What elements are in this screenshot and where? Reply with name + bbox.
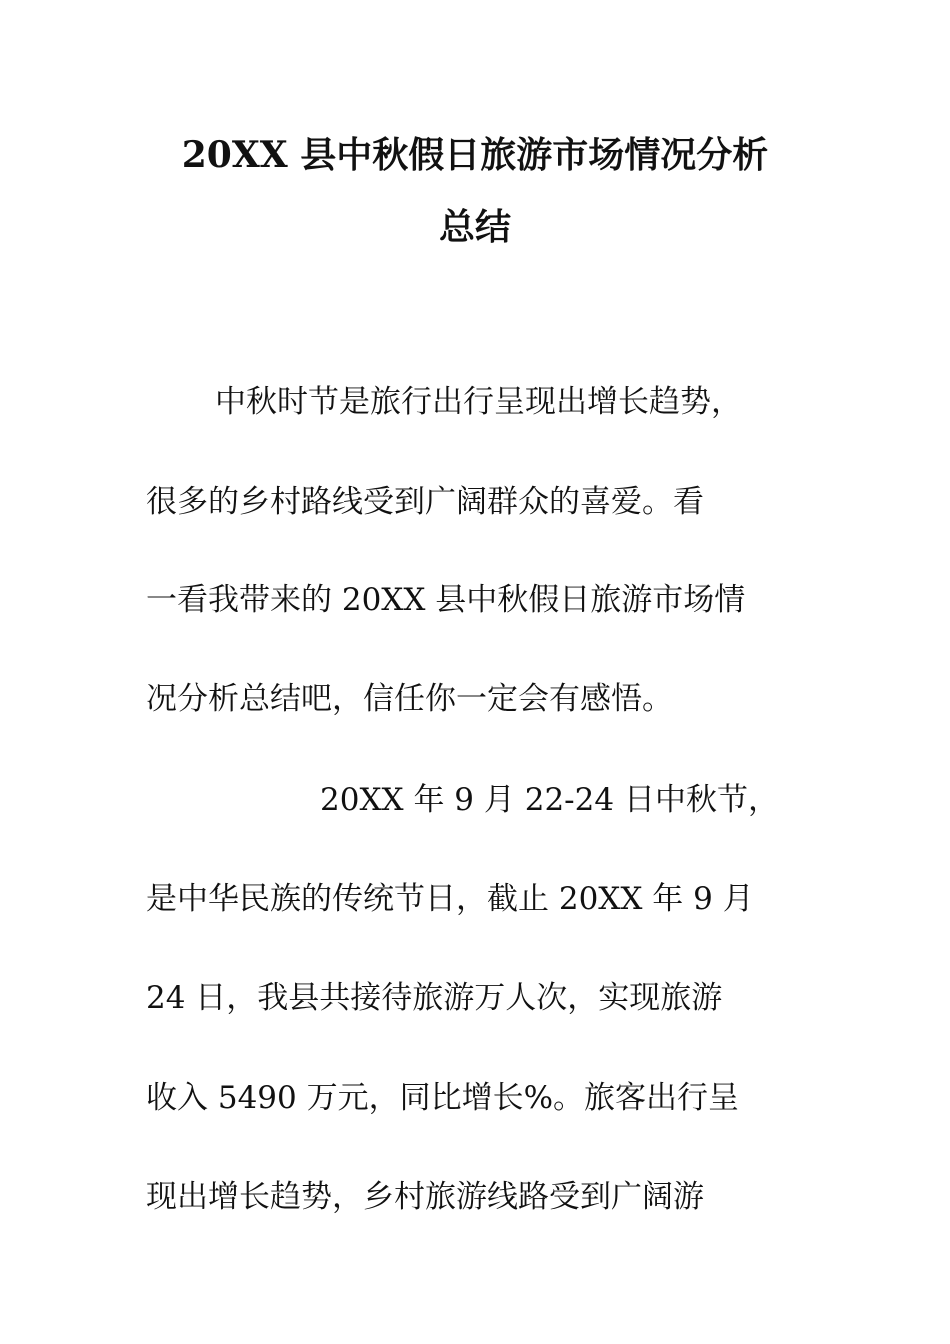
paragraph-line-5: 20XX 年 9 月 22-24 日中秋节， — [320, 782, 779, 818]
paragraph-line-4: 况分析总结吧，信任你一定会有感悟。 — [146, 681, 673, 717]
paragraph-line-2: 很多的乡村路线受到广阔群众的喜爱。看 — [146, 484, 704, 520]
paragraph-line-6: 是中华民族的传统节日，截止 20XX 年 9 月 — [146, 881, 754, 917]
paragraph-line-7: 24 日，我县共接待旅游万人次，实现旅游 — [146, 980, 723, 1016]
document-title-line-1: 20XX 县中秋假日旅游市场情况分析 — [181, 134, 769, 176]
paragraph-line-8: 收入 5490 万元，同比增长%。旅客出行呈 — [146, 1080, 740, 1116]
document-title-line-2: 总结 — [438, 206, 511, 248]
paragraph-line-3: 一看我带来的 20XX 县中秋假日旅游市场情 — [146, 582, 746, 618]
paragraph-line-1: 中秋时节是旅行出行呈现出增长趋势， — [215, 384, 742, 420]
paragraph-line-9: 现出增长趋势，乡村旅游线路受到广阔游 — [146, 1179, 704, 1215]
